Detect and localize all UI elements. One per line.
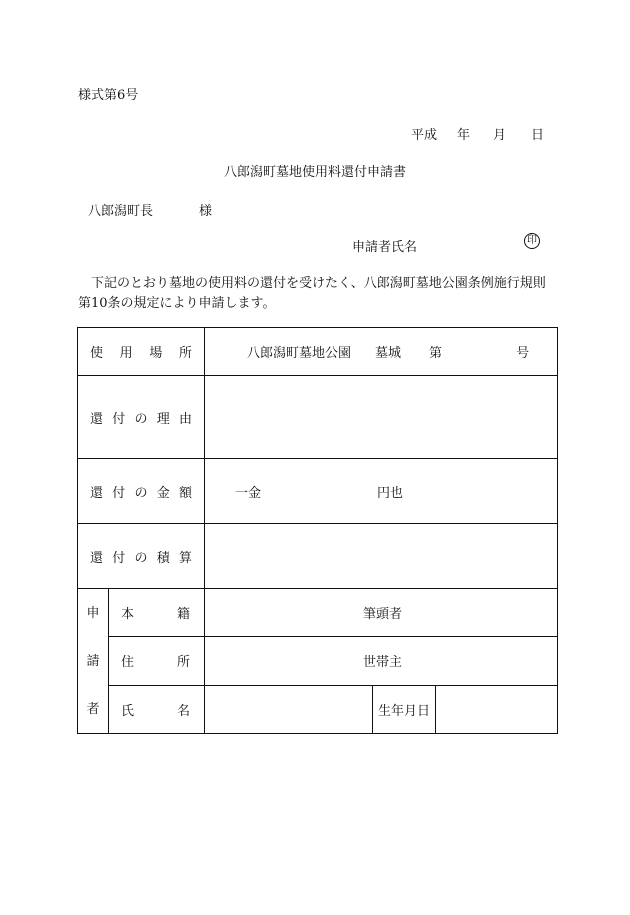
row-name [78,685,558,733]
label-calculation: 還付の積算 [78,524,205,589]
applicant-vertical-label [78,589,109,734]
row-calculation [78,524,558,589]
value-amount[interactable] [205,459,558,524]
body-text: 下記のとおり墓地の使用料の還付を受けたく、八郎潟町墓地公園条例施行規則第10条の規定により申請します。 [78,276,546,311]
location-place: 八郎潟町墓地公園 [247,346,352,361]
location-go: 号 [516,346,530,361]
location-dai: 第 [429,346,443,361]
date-era: 平成 [411,128,438,143]
label-honseki: 本籍 [109,589,205,637]
refund-application-table [77,327,558,734]
row-amount [78,459,558,524]
value-address[interactable] [205,637,558,685]
addressee-name: 八郎潟町長 [88,204,154,219]
value-name[interactable] [205,685,373,733]
label-birth: 生年月日 [373,685,436,733]
addressee [88,200,212,219]
row-honseki [78,589,558,637]
label-location: 使用場所 [78,328,205,376]
addressee-honorific: 様 [199,204,213,219]
vertical-char-2: 請 [86,653,100,669]
date-line [411,124,544,143]
row-address [78,637,558,685]
honseki-sub-label: 筆頭者 [363,607,403,623]
date-month-label: 月 [493,128,507,143]
row-location [78,328,558,376]
location-area: 墓城 [375,346,402,361]
label-address: 住所 [109,637,205,685]
seal-mark-icon: 印 [524,233,540,249]
amount-prefix: 一金 [235,485,262,501]
amount-suffix: 円也 [377,485,404,501]
label-reason: 還付の理由 [78,376,205,459]
address-sub-label: 世帯主 [363,655,403,671]
label-amount: 還付の金額 [78,459,205,524]
date-year-label: 年 [457,128,471,143]
row-reason [78,376,558,459]
value-location [205,328,558,376]
document-title: 八郎潟町墓地使用料還付申請書 [223,165,406,180]
value-reason[interactable] [205,376,558,459]
form-number: 様式第6号 [78,88,139,103]
vertical-char-1: 申 [86,605,100,621]
vertical-char-3: 者 [86,701,100,717]
value-honseki[interactable] [205,589,558,637]
value-calculation[interactable] [205,524,558,589]
label-name: 氏名 [109,685,205,733]
applicant-name-label: 申請者氏名 [352,240,418,255]
value-birth[interactable] [436,685,558,733]
date-day-label: 日 [531,128,545,143]
